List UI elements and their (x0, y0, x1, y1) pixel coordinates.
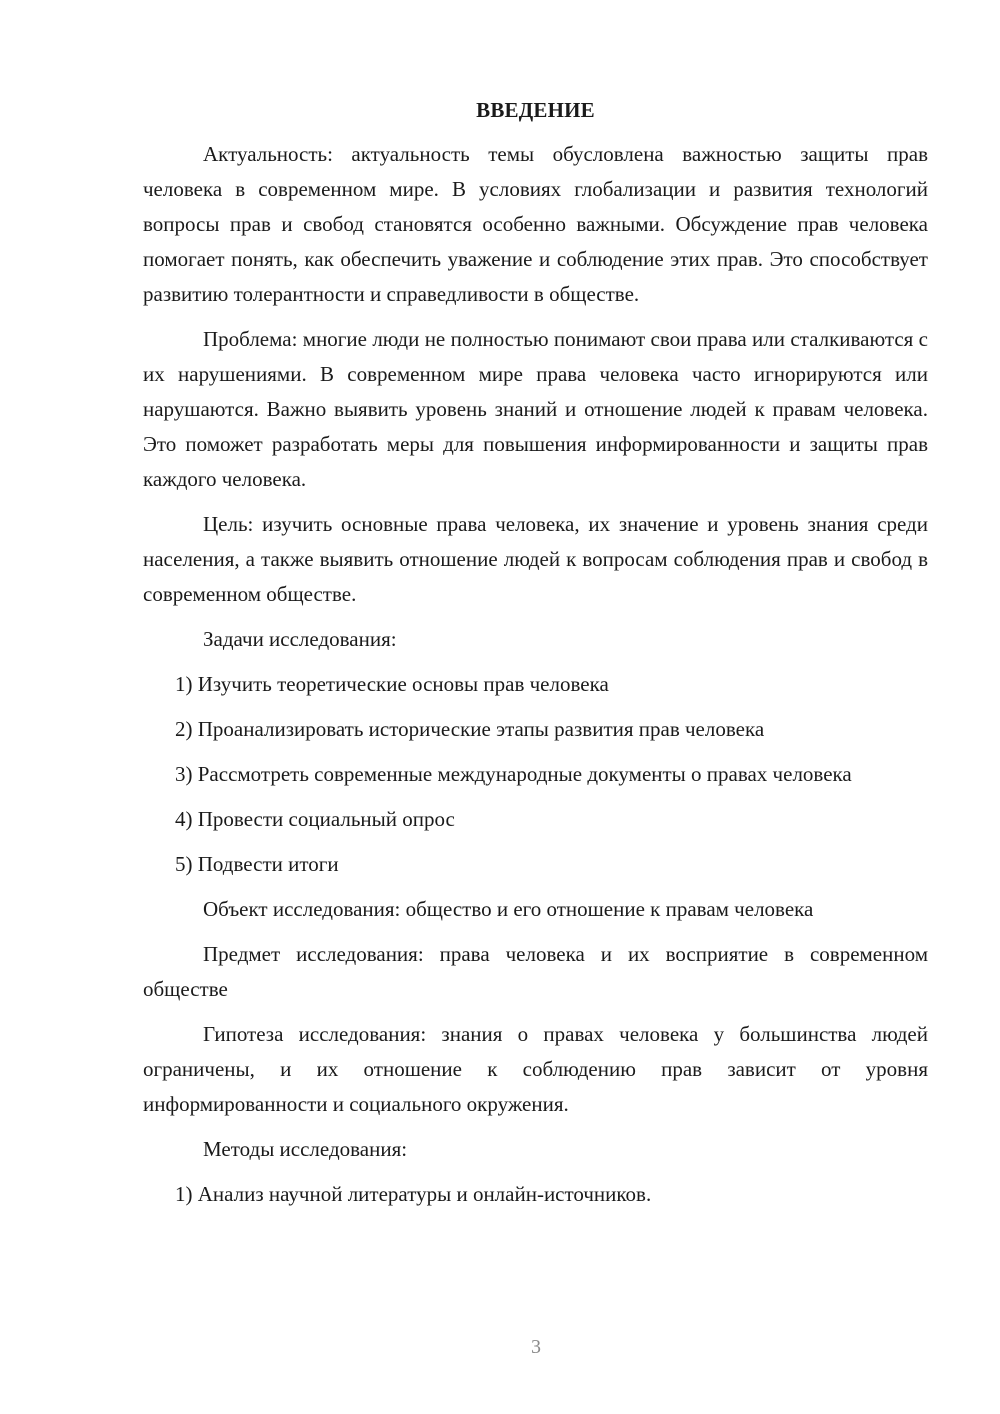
object-paragraph: Объект исследования: общество и его отношение к правам человека (203, 897, 814, 921)
task-item: 1) Изучить теоретические основы прав человека (175, 672, 609, 696)
goal-paragraph: Цель: изучить основные права человека, их значение и уровень знания среди населения, а также выявить отношение людей к вопросам соблюдения прав и свобод в современном обществе. (143, 512, 928, 606)
hypothesis-paragraph: Гипотеза исследования: знания о правах человека у большинства людей ограничены, и их отношение к соблюдению прав зависит от уровня информированности и социального окружения. (143, 1022, 928, 1116)
task-item: 5) Подвести итоги (175, 852, 339, 876)
task-item: 3) Рассмотреть современные международные документы о правах человека (175, 762, 852, 786)
problem-paragraph: Проблема: многие люди не полностью понимают свои права или сталкиваются с их нарушениями. В современном мире права человека часто игнорируются или нарушаются. Важно выявить уровень знаний и отношение людей к правам человека. Это поможет разработать меры для повышения информированности и защиты прав каждого человека. (143, 327, 928, 491)
page-content (143, 95, 928, 1222)
subject-paragraph: Предмет исследования: права человека и их восприятие в современном обществе (143, 942, 928, 1001)
page-number: 3 (531, 1336, 541, 1358)
task-item: 2) Проанализировать исторические этапы развития прав человека (175, 717, 765, 741)
task-item: 4) Провести социальный опрос (175, 807, 455, 831)
methods-title: Методы исследования: (203, 1137, 408, 1161)
tasks-title: Задачи исследования: (203, 627, 397, 651)
relevance-paragraph: Актуальность: актуальность темы обусловлена важностью защиты прав человека в современном мире. В условиях глобализации и развития технологий вопросы прав и свобод становятся особенно важными. Обсуждение прав человека помогает понять, как обеспечить уважение и соблюдение этих прав. Это способствует развитию толерантности и справедливости в обществе. (143, 142, 928, 306)
section-heading: ВВЕДЕНИЕ (476, 98, 595, 122)
method-item: 1) Анализ научной литературы и онлайн-источников. (175, 1182, 652, 1206)
